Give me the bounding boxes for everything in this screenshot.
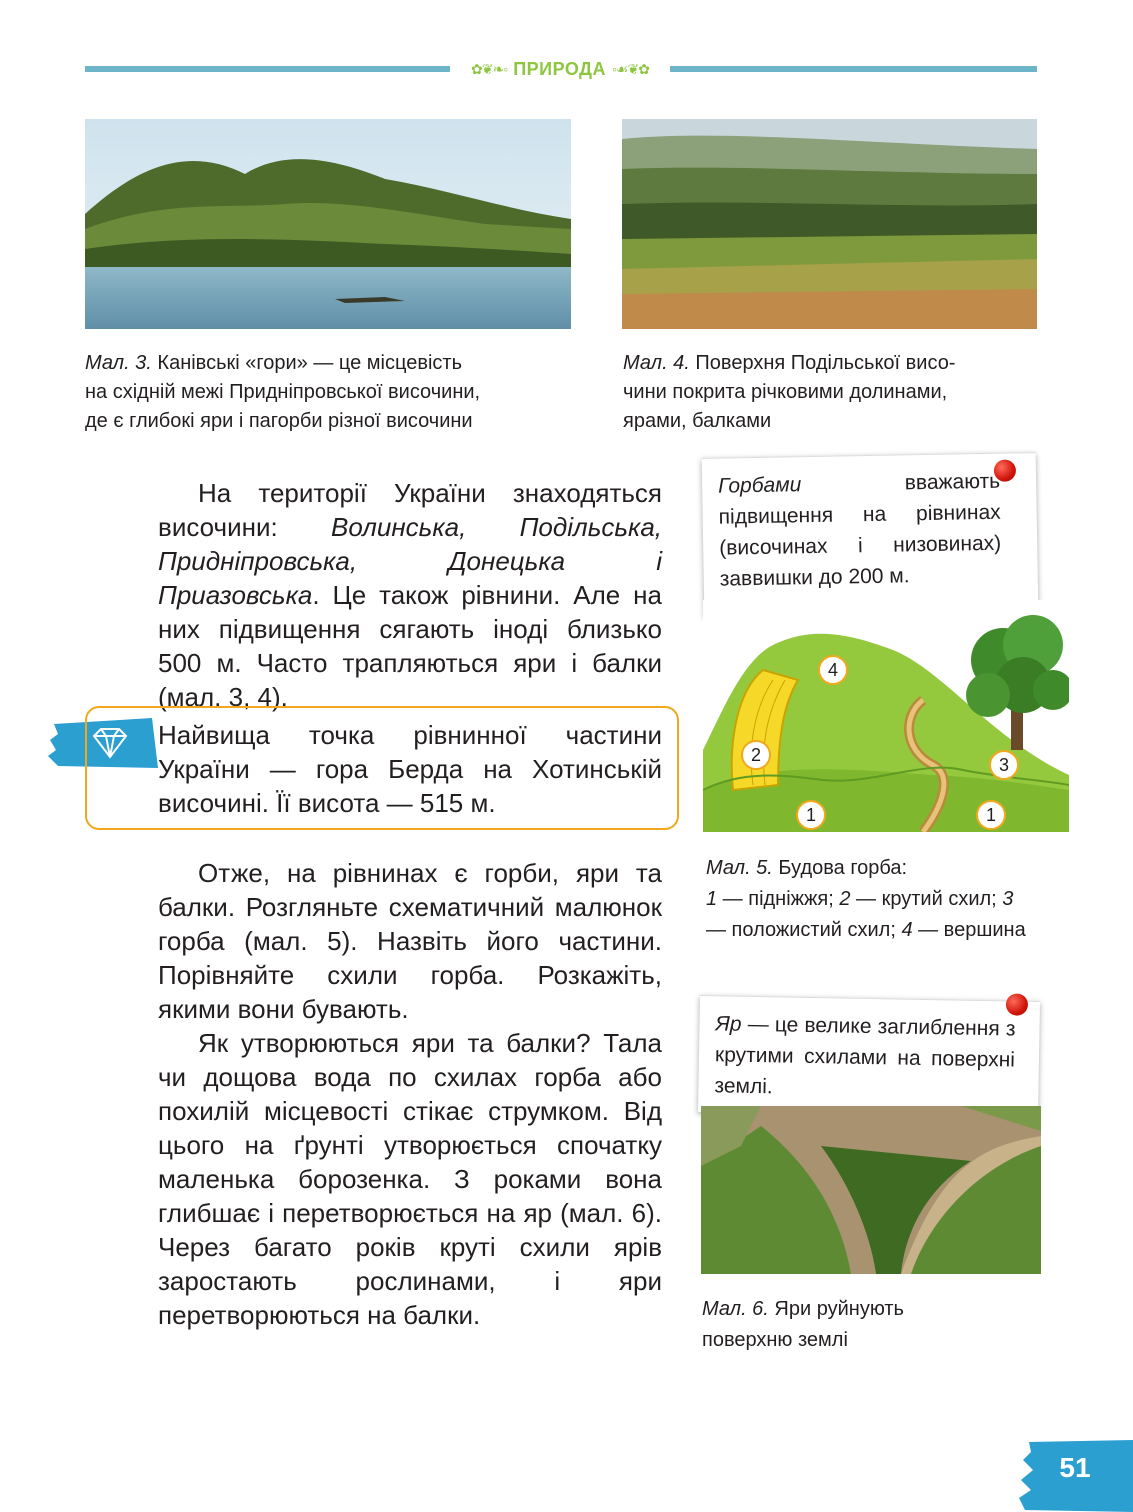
marker-steep-slope: 2 bbox=[741, 740, 771, 770]
section-header bbox=[450, 56, 670, 82]
ravine-definition-note bbox=[698, 995, 1040, 1118]
fig3-caption bbox=[85, 349, 585, 436]
fig4-line-1: Поверхня Подільської висо- bbox=[695, 352, 956, 374]
ravine-photo bbox=[701, 1106, 1041, 1274]
fig5-item-1-num: 1 bbox=[706, 888, 718, 910]
marker-top: 4 bbox=[818, 655, 848, 685]
fig5-item-2-text: — крутий схил; bbox=[850, 888, 1003, 910]
paragraph-uplands bbox=[158, 476, 662, 714]
kaniv-hills-photo bbox=[85, 119, 571, 329]
pin-icon bbox=[1006, 993, 1028, 1015]
fig6-line-1: Яри руйнують bbox=[774, 1298, 904, 1320]
fig4-line-2: чини покрита річковими долинами, bbox=[623, 381, 948, 403]
fig3-line-3: де є глибокі яри і пагорби різної височини bbox=[85, 410, 473, 432]
paragraph-ravines-text: Як утворюються яри та балки? Тала чи дощова вода по схилах горба або похилій місцевості стікає струмком. Від цього на ґрунті утворюється спочатку маленька борозенка. З роками вона глибшає і перетворюється на яр (мал. 6). Через багато років круті схили ярів заростають рослинами, і яри перетворюються на балки. bbox=[158, 1028, 662, 1330]
podillia-upland-photo bbox=[622, 119, 1037, 329]
section-title: ПРИРОДА bbox=[513, 58, 606, 79]
ravine-term: Яр bbox=[715, 1012, 742, 1036]
fig5-caption bbox=[706, 853, 1036, 946]
hill-definition-text bbox=[718, 466, 1002, 595]
fig3-line-2: на східній межі Придніпровської височини, bbox=[85, 381, 481, 403]
fig3-line-1: Канівські «гори» — це місцевість bbox=[157, 352, 462, 374]
fig4-caption bbox=[623, 349, 1043, 436]
fig4-label: Мал. 4. bbox=[623, 352, 690, 374]
hill-term: Горбами bbox=[717, 473, 802, 498]
fig5-item-2-num: 2 bbox=[839, 888, 851, 910]
fig6-caption bbox=[702, 1294, 1032, 1356]
ravine-definition-rest: — це велике заглиблення з крутими схилами на поверхні землі. bbox=[714, 1012, 1016, 1099]
fig5-item-4-text: — вершина bbox=[912, 919, 1026, 941]
fig5-item-3-num: 3 bbox=[1002, 888, 1014, 910]
fact-text: Найвища точка рівнинної частини України — гора Берда на Хотинській височині. Її висота — 515 м. bbox=[158, 720, 662, 818]
ornament-left-icon: ✿❦❧◦ bbox=[471, 60, 508, 77]
marker-foot-left: 1 bbox=[796, 800, 826, 830]
fig5-item-1-text: — підніжжя; bbox=[717, 888, 840, 910]
ornament-right-icon: ◦☙❦✿ bbox=[611, 60, 649, 77]
hill-definition-note bbox=[702, 452, 1039, 617]
fig5-item-3-text: — положистий схил; bbox=[706, 919, 902, 941]
hill-definition-rest: вважають підвищення на рівнинах (височинах і низовинах) заввишки до 200 м. bbox=[718, 469, 1002, 591]
paragraph-hills-text: Отже, на рівнинах є горби, яри та балки. Розгляньте схематичний малюнок горба (мал. 5). Назвіть його частини. Порівняйте схили горба. Розкажіть, якими вони бувають. bbox=[158, 858, 662, 1024]
marker-gentle-slope: 3 bbox=[989, 750, 1019, 780]
fig6-label: Мал. 6. bbox=[702, 1298, 769, 1320]
fig5-item-4-num: 4 bbox=[901, 919, 913, 941]
paragraph-uplands-lead: На території України знаходяться височини: bbox=[158, 478, 662, 542]
paragraph-hills bbox=[158, 856, 662, 1332]
page-number: 51 bbox=[1059, 1452, 1091, 1483]
hill-structure-diagram bbox=[703, 600, 1069, 832]
marker-foot-right: 1 bbox=[976, 800, 1006, 830]
fig5-title: Будова горба: bbox=[778, 857, 908, 879]
fig6-line-2: поверхню землі bbox=[702, 1329, 848, 1351]
ravine-definition-text bbox=[714, 1008, 1016, 1106]
paragraph-uplands-tail: . Це також рівнини. Але на них підвищення сягають іноді близько 500 м. Часто трапляються яри і балки (мал. 3, 4). bbox=[158, 580, 662, 712]
uplands-list: Волинська, Подільська, Придніпровська, Донецька і Приазовська bbox=[158, 512, 663, 610]
fig4-line-3: ярами, балками bbox=[623, 410, 772, 432]
fig5-label: Мал. 5. bbox=[706, 857, 773, 879]
fig3-label: Мал. 3. bbox=[85, 352, 152, 374]
